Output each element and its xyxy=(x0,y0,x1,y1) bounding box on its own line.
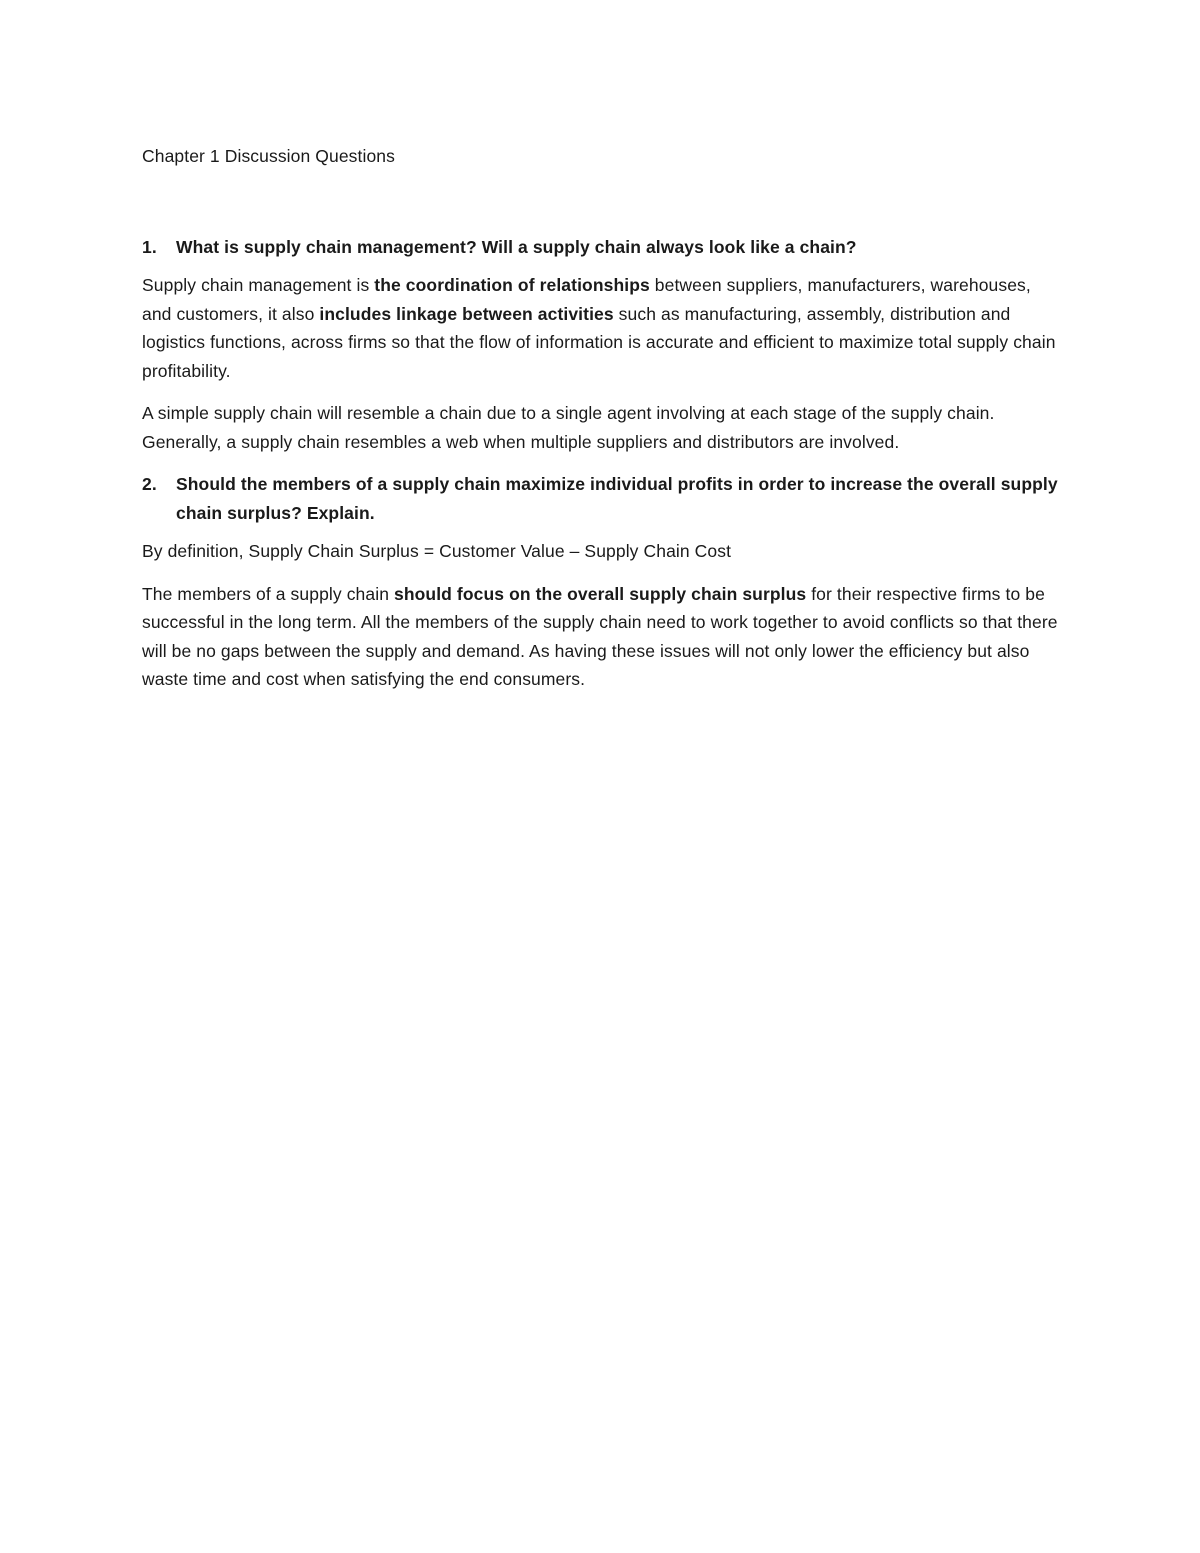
question-1-number: 1. xyxy=(142,236,157,257)
answer-2-paragraph-1: By definition, Supply Chain Surplus = Customer Value – Supply Chain Cost xyxy=(142,541,732,561)
question-1-text: What is supply chain management? Will a supply chain always look like a chain? xyxy=(176,236,857,257)
answer-2-p2-bold-1: should focus on the overall supply chain surplus xyxy=(394,583,807,604)
answer-1-p1-bold-1: the coordination of relationships xyxy=(374,275,650,295)
question-1 xyxy=(142,233,1062,262)
question-2-text: Should the members of a supply chain maximize individual profits in order to increase the overall supply chain surplus? Explain. xyxy=(176,474,1058,523)
answer-2-p2-text-1: The members of a supply chain xyxy=(142,583,395,604)
answer-1-p1-text-1: Supply chain management is xyxy=(142,275,375,295)
document-title: Chapter 1 Discussion Questions xyxy=(142,146,395,166)
answer-1-p1-bold-2: includes linkage between activities xyxy=(319,303,614,324)
answer-1-paragraph-2: A simple supply chain will resemble a chain due to a single agent involving at each stage of the supply chain. Generally, a supply chain resembles a web when multiple suppliers and distributors are involved. xyxy=(142,403,995,452)
question-2 xyxy=(142,470,1062,527)
answer-2-p2-text-2: for their respective firms to be successful in the long term. All the members of the supply chain need to work together to avoid conflicts so that there will be no gaps between the supply and demand. As having these issues will not only lower the efficiency but also waste time and cost when satisfying the end consumers. xyxy=(142,583,1058,689)
answer-1-p1-text-3: such as manufacturing, assembly, distribution and logistics functions, across firms so that the flow of information is accurate and efficient to maximize total supply chain profitability. xyxy=(142,303,1056,381)
question-2-number: 2. xyxy=(142,474,157,494)
answer-1-paragraph-1 xyxy=(142,271,1062,385)
document-body xyxy=(142,142,1062,708)
answer-1-p1-text-2: between suppliers, manufacturers, warehouses, and customers, it also xyxy=(142,275,1031,324)
answer-2-paragraph-2 xyxy=(142,580,1062,694)
